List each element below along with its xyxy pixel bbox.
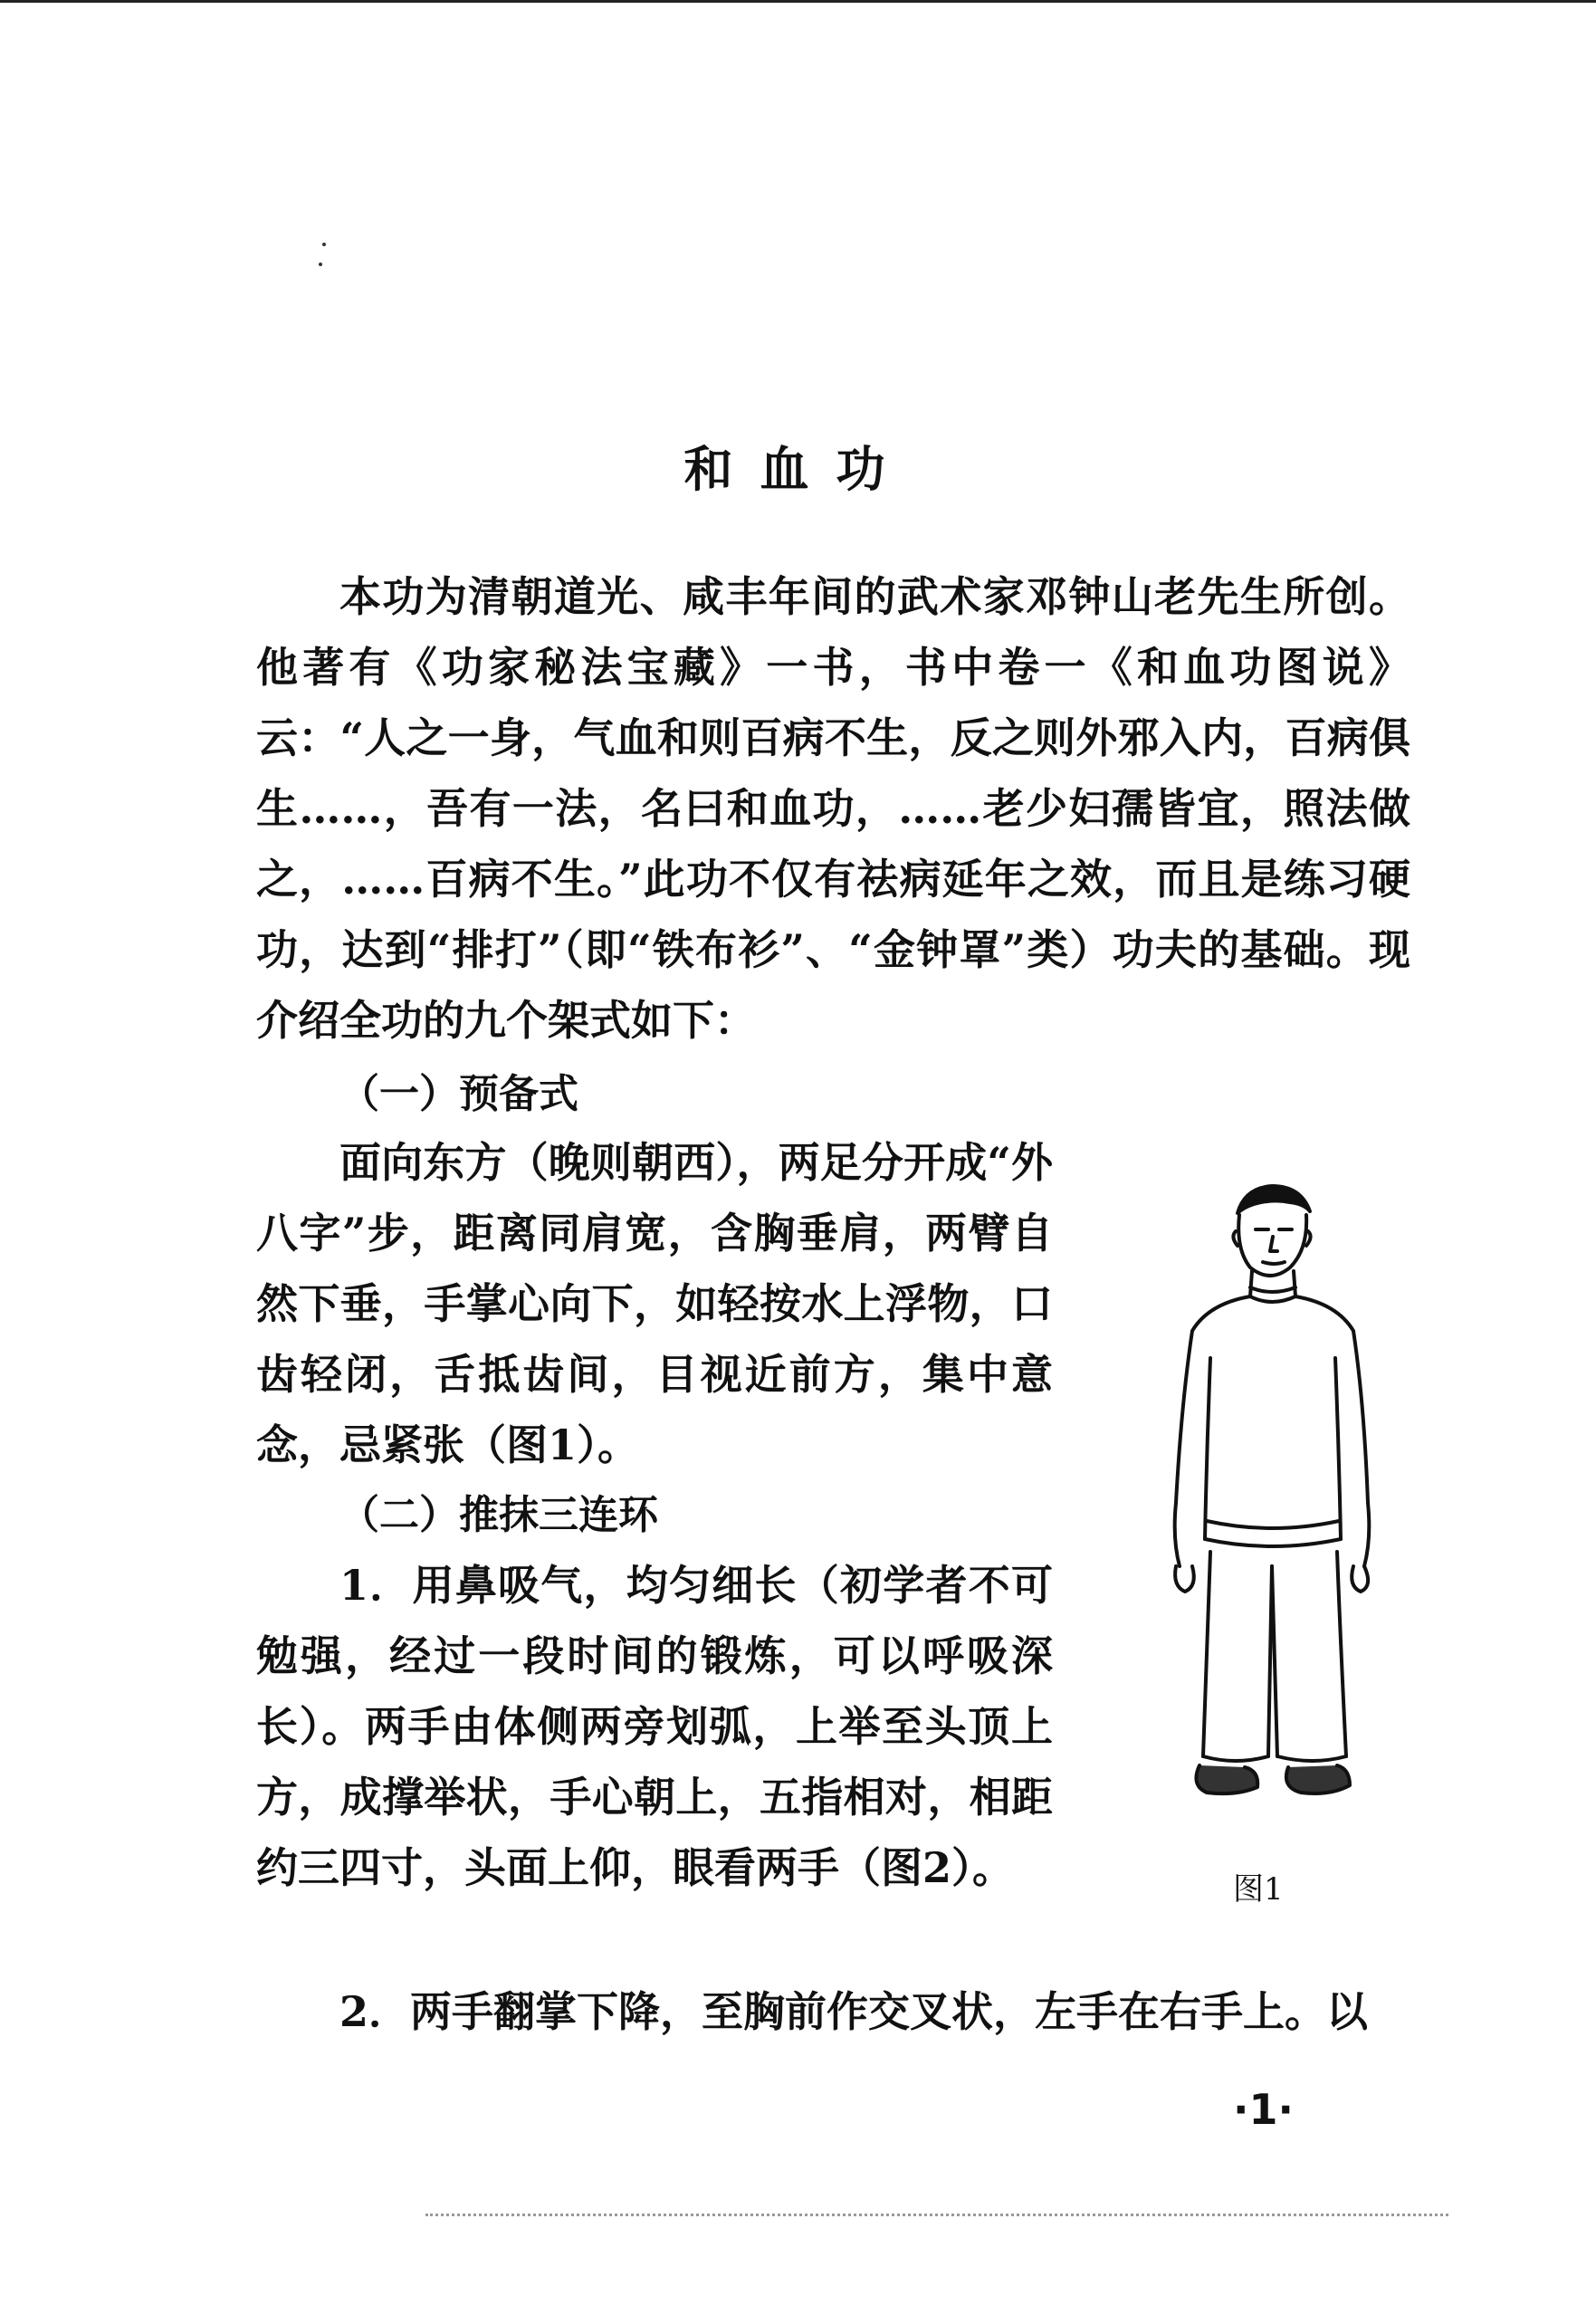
intro-paragraph: 本功为清朝道光、咸丰年间的武术家邓钟山老先生所创。他著有《功家秘法宝藏》一书，书中卷一《和血功图说》云：“人之一身，气血和则百病不生，反之则外邪入内，百病俱生……，吾有一法，名曰和血功，……老少妇孺皆宜，照法做之，……百病不生。”此功不仅有祛病延年之效，而且是练习硬功，达到“排打”（即“铁布衫”、“金钟罩”类）功夫的基础。现介绍全功的九个架式如下： bbox=[256, 572, 1410, 1045]
top-border bbox=[0, 0, 1596, 3]
figure-caption: 图1 bbox=[1233, 1871, 1284, 1908]
section-heading-1: （一）预备式 bbox=[339, 1071, 578, 1117]
page-title: 和血功 bbox=[683, 441, 913, 499]
footer-dots bbox=[425, 2214, 1448, 2216]
speck bbox=[319, 263, 322, 266]
page-number: ·1· bbox=[1233, 2085, 1294, 2134]
section-1-paragraph: 面向东方（晚则朝西），两足分开成“外八字”步，距离同肩宽，含胸垂肩，两臂自然下垂，手掌心向下，如轻按水上浮物，口齿轻闭，舌抵齿间，目视近前方，集中意念，忌紧张（图1）。 bbox=[256, 1138, 1053, 1469]
speck bbox=[322, 243, 326, 246]
standing-man-figure bbox=[1136, 1177, 1408, 1829]
section-2-item-2: 2．两手翻掌下降，至胸前作交叉状，左手在右手上。以 bbox=[339, 1987, 1369, 2036]
section-2-item-1: 1．用鼻吸气，均匀细长（初学者不可勉强，经过一段时间的锻炼，可以呼吸深长）。两手由体侧两旁划弧，上举至头顶上方，成撑举状，手心朝上，五指相对，相距约三四寸，头面上仰，眼看两手（图2）。 bbox=[256, 1561, 1053, 1892]
section-heading-2: （二）推抹三连环 bbox=[339, 1492, 658, 1538]
